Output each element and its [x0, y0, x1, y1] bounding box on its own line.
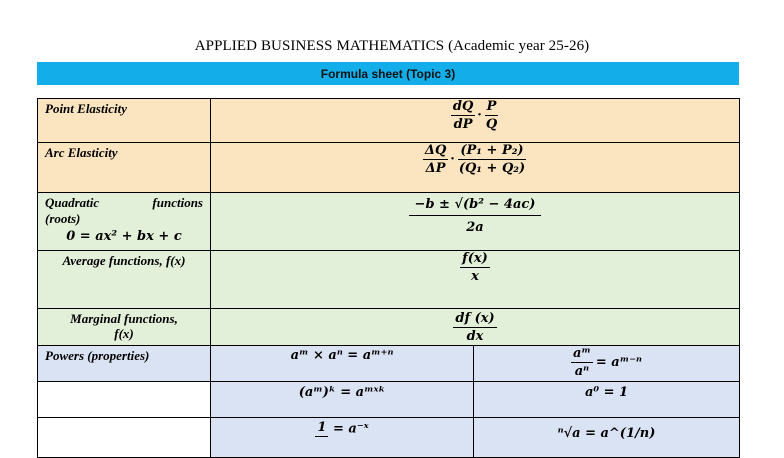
point-elasticity-label-cell	[38, 99, 211, 143]
delta-q-numerator: ΔQ	[424, 143, 447, 158]
p-numerator: P	[486, 99, 497, 114]
an-denominator: aⁿ	[574, 364, 590, 379]
root-power-rule: ⁿ√a = a^(1/n)	[557, 426, 656, 441]
row-point-elasticity	[38, 99, 740, 143]
quadratic-label	[38, 193, 210, 246]
functions-word: functions	[152, 195, 203, 210]
quantity-sum-denominator: (Q₁ + Q₂)	[458, 161, 526, 176]
quotient-rhs: = aᵐ⁻ⁿ	[595, 355, 643, 370]
quadratic-label-cell	[38, 193, 211, 251]
row-marginal-functions	[38, 309, 740, 346]
root-power-cell	[474, 418, 740, 458]
formula-sheet-banner: Formula sheet (Topic 3)	[37, 62, 739, 85]
fx-numerator: f(x)	[462, 251, 488, 266]
average-formula	[211, 251, 739, 284]
row-powers-3	[38, 418, 740, 458]
quadratic-equation: 0 = ax² + bx + c	[66, 229, 182, 244]
average-label-cell	[38, 251, 211, 309]
point-elasticity-formula-cell	[211, 99, 740, 143]
price-sum-numerator: (P₁ + P₂)	[460, 143, 524, 158]
quadratic-formula-cell	[211, 193, 740, 251]
average-functions-label: Average functions, f(x)	[62, 253, 186, 268]
negative-power-cell	[211, 418, 474, 458]
powers-quotient-rule	[474, 346, 739, 379]
one-numerator: 1	[317, 420, 327, 435]
arc-elasticity-label: Arc Elasticity	[45, 145, 118, 160]
dq-numerator: dQ	[452, 99, 474, 114]
power-of-power-rule: (aᵐ)ᵏ = aᵐˣᵏ	[298, 385, 386, 400]
arc-elasticity-formula-cell	[211, 143, 740, 193]
marginal-label-line1: Marginal functions,	[70, 311, 178, 326]
negative-power-rhs: = a⁻ˣ	[332, 421, 369, 437]
row-powers-2	[38, 382, 740, 418]
power-of-power-cell	[211, 382, 474, 418]
negative-power-rule	[211, 418, 473, 438]
dp-denominator: dP	[453, 117, 473, 132]
powers-quotient-cell	[474, 346, 740, 382]
arc-elasticity-label-cell	[38, 143, 211, 193]
roots-word: (roots)	[45, 211, 81, 226]
quadratic-denominator: 2a	[466, 220, 484, 235]
powers-label: Powers (properties)	[45, 348, 150, 363]
document-title: APPLIED BUSINESS MATHEMATICS (Academic year 25-26)	[194, 38, 590, 54]
zero-power-rule: a⁰ = 1	[584, 385, 629, 400]
powers-label-cell	[38, 346, 211, 382]
quadratic-numerator: −b ± √(b² − 4ac)	[409, 197, 542, 216]
powers-empty-cell	[38, 382, 211, 418]
average-formula-cell	[211, 251, 740, 309]
point-elasticity-label: Point Elasticity	[45, 101, 127, 116]
row-quadratic	[38, 193, 740, 251]
quadratic-word: Quadratic	[45, 195, 100, 210]
row-average-functions	[38, 251, 740, 309]
formula-table	[37, 98, 740, 458]
marginal-functions-label	[38, 309, 210, 343]
marginal-formula	[211, 309, 739, 344]
dx-denominator: dx	[466, 329, 484, 344]
marginal-label-line2: f(x)	[114, 326, 134, 341]
marginal-label-cell	[38, 309, 211, 346]
row-arc-elasticity	[38, 143, 740, 193]
arc-elasticity-formula: $\frac{\Delta Q}{\Delta P}$ · $\frac{\text{(P₁ + P₂)}}{\text{(Q₁ + Q₂)}}$	[424, 143, 526, 176]
point-elasticity-formula: $\frac{dQ}{dP}$ · $\frac{P}{Q}$	[452, 99, 498, 132]
powers-product-cell	[211, 346, 474, 382]
am-numerator: aᵐ	[572, 346, 591, 361]
x-denominator: x	[471, 269, 479, 284]
marginal-formula-cell	[211, 309, 740, 346]
powers-product-rule: aᵐ × aⁿ = aᵐ⁺ⁿ	[290, 348, 394, 363]
delta-p-denominator: ΔP	[425, 161, 446, 176]
zero-power-cell	[474, 382, 740, 418]
neg-denominator	[320, 437, 324, 438]
q-denominator: Q	[485, 117, 498, 132]
dfx-numerator: df (x)	[455, 311, 495, 326]
powers-empty-cell-2	[38, 418, 211, 458]
row-powers-1	[38, 346, 740, 382]
quadratic-formula	[211, 193, 739, 235]
